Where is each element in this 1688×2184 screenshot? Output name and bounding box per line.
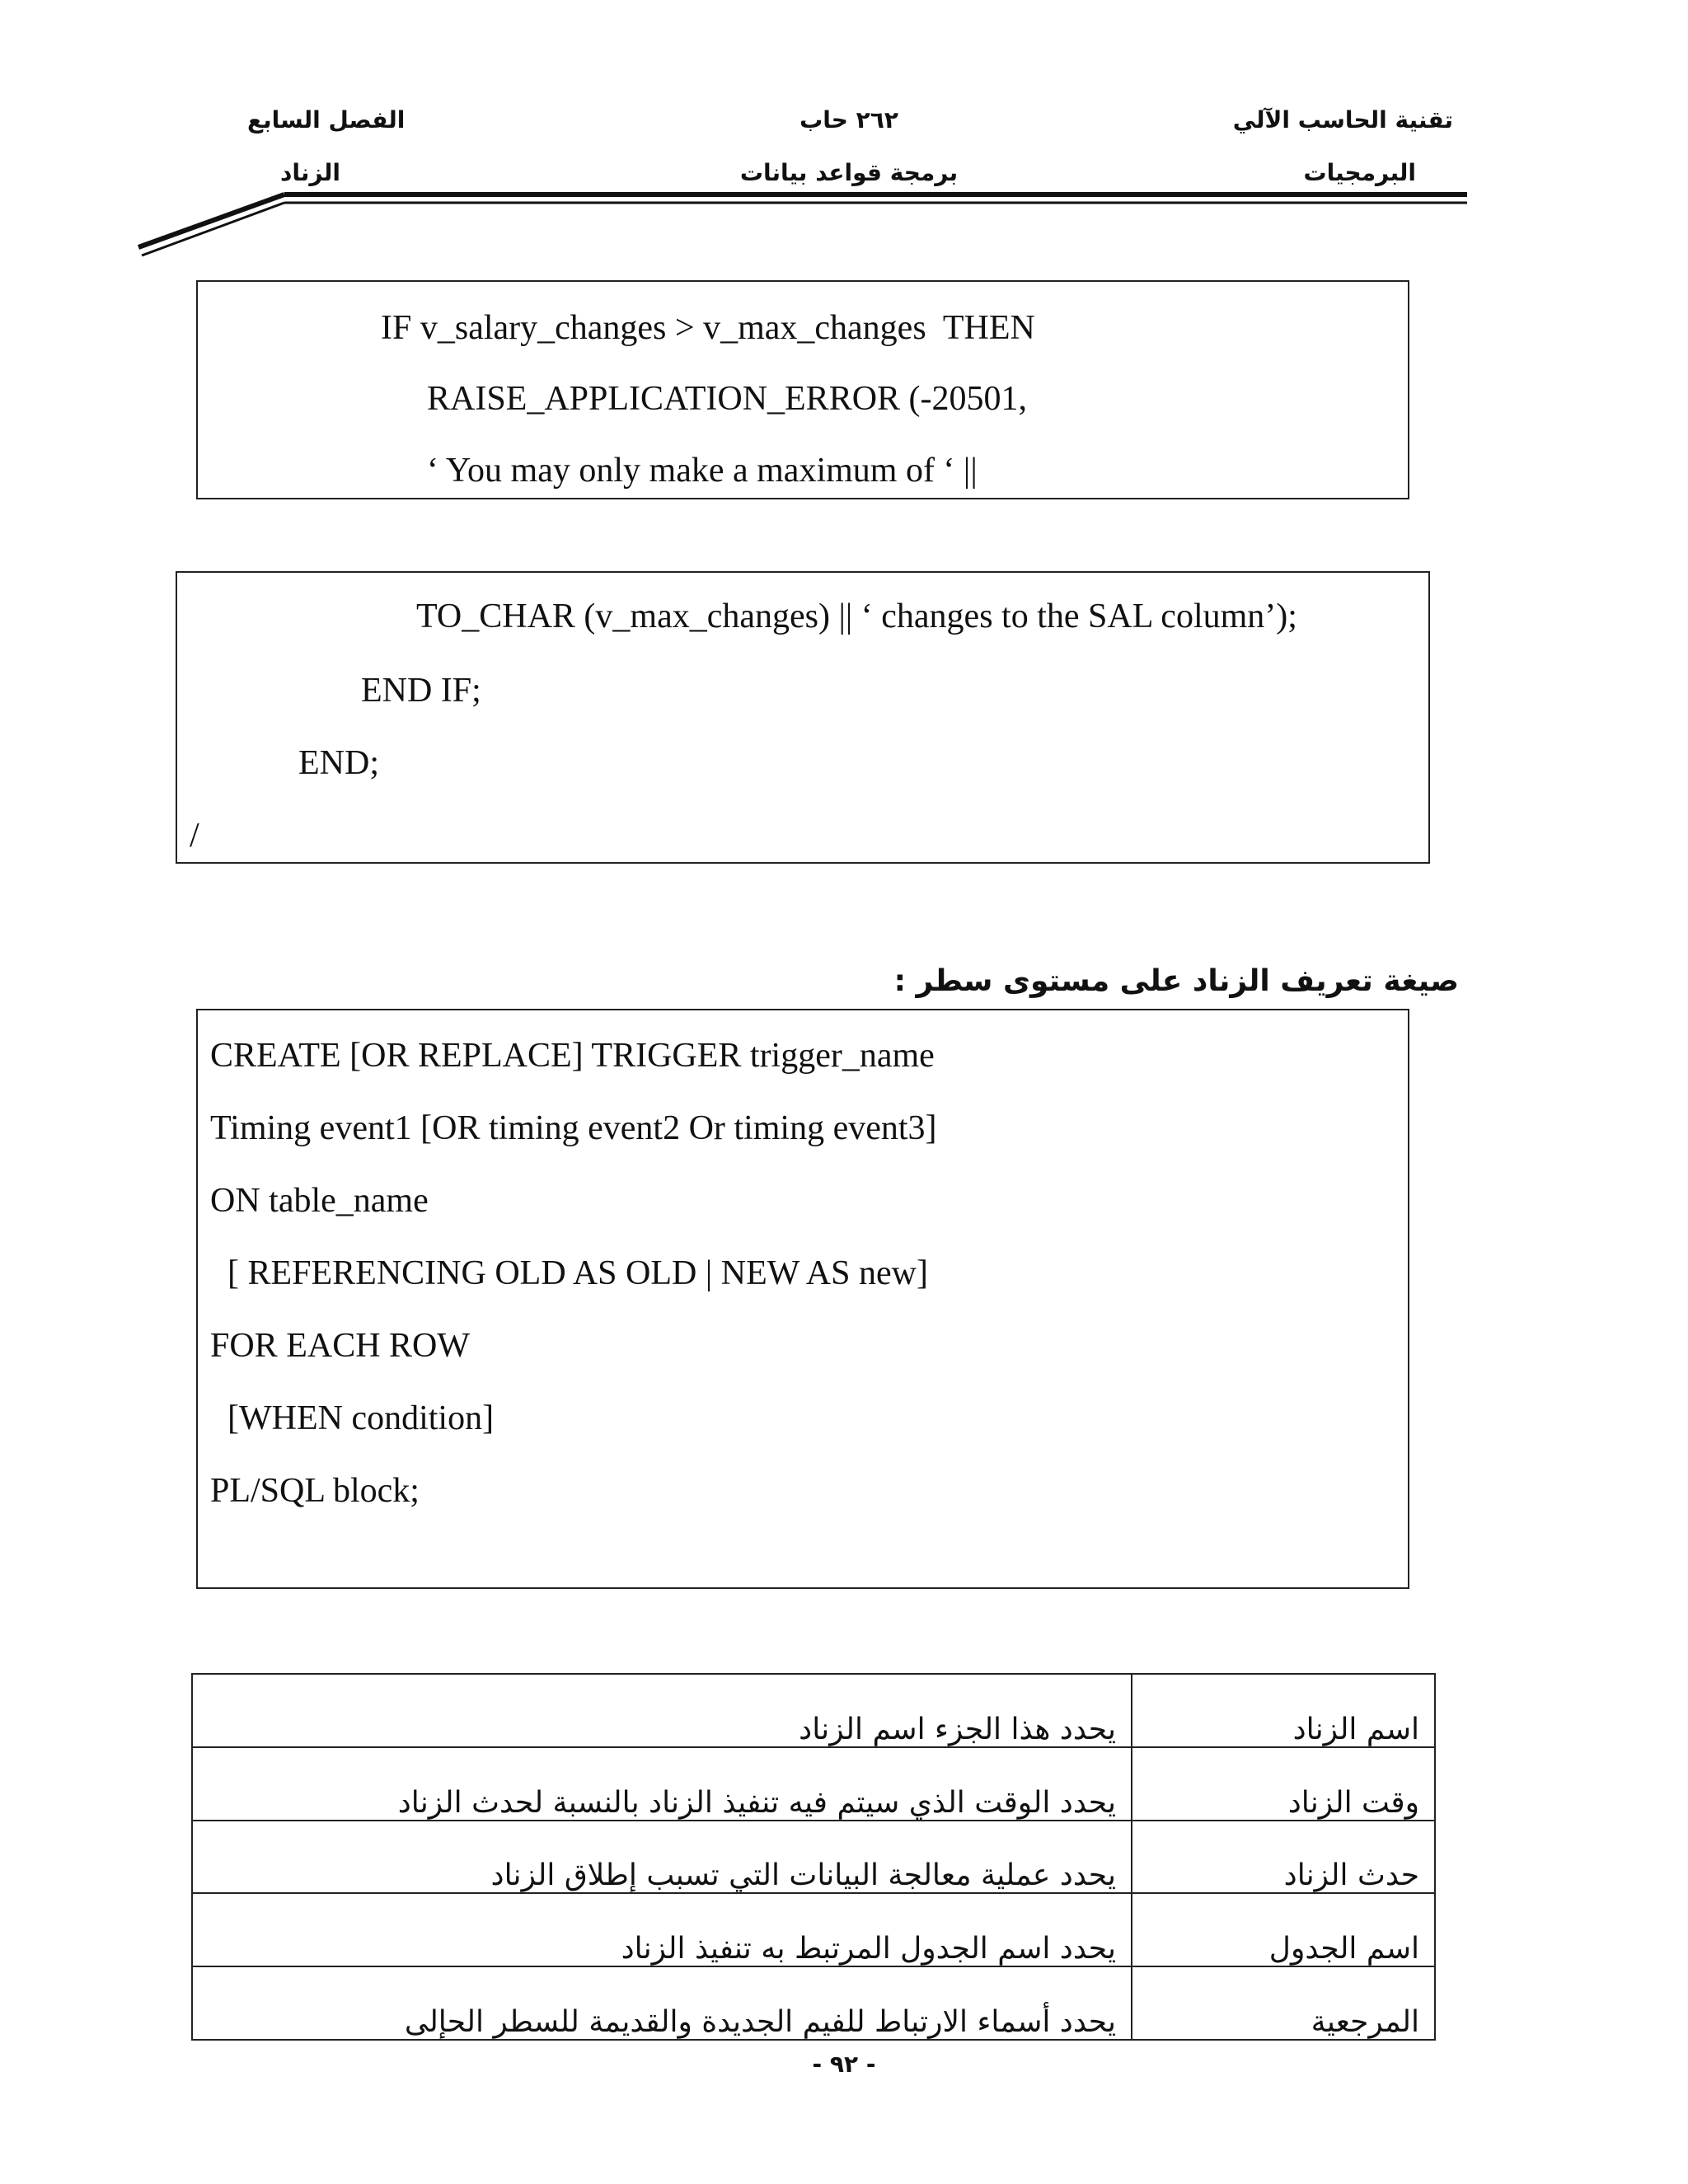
description-cell: يحدد الوقت الذي سيتم فيه تنفيذ الزناد بالنسبة لحدث الزناد <box>192 1747 1132 1821</box>
header-center-top: ٢٦٢ حاب <box>799 106 898 134</box>
table-row <box>192 1893 1435 1966</box>
code-line: / <box>190 817 199 855</box>
header-left-bottom: الزناد <box>280 159 340 186</box>
table-row <box>192 1821 1435 1894</box>
code-line: END IF; <box>361 672 481 710</box>
description-cell: يحدد أسماء الارتباط للفيم الجديدة والقديمة للسطر الحإلى <box>192 1966 1132 2040</box>
header-right-top: تقنية الحاسب الآلي <box>1232 106 1453 134</box>
table-row <box>192 1674 1435 1747</box>
code-line: TO_CHAR (v_max_changes) || ‘ changes to the SAL column’); <box>416 598 1297 635</box>
description-cell: يحدد اسم الجدول المرتبط به تنفيذ الزناد <box>192 1893 1132 1966</box>
syntax-heading: صيغة تعريف الزناد على مستوى سطر : <box>893 964 1459 998</box>
term-cell: وقت الزناد <box>1132 1747 1435 1821</box>
header-left-top: الفصل السابع <box>247 106 406 134</box>
table-row <box>192 1966 1435 2040</box>
syntax-line: PL/SQL block; <box>210 1472 420 1510</box>
definitions-table <box>191 1673 1436 2041</box>
code-line: END; <box>298 744 379 782</box>
syntax-line: ON table_name <box>210 1182 429 1220</box>
term-cell: حدث الزناد <box>1132 1821 1435 1894</box>
syntax-line: Timing event1 [OR timing event2 Or timing event3] <box>210 1109 937 1147</box>
term-cell: اسم الزناد <box>1132 1674 1435 1747</box>
page-number: - ٩٢ - <box>812 2050 876 2078</box>
header-rule <box>0 0 1688 280</box>
syntax-line: [ REFERENCING OLD AS OLD | NEW AS new] <box>210 1254 928 1292</box>
term-cell: اسم الجدول <box>1132 1893 1435 1966</box>
syntax-line: CREATE [OR REPLACE] TRIGGER trigger_name <box>210 1037 935 1075</box>
table-row <box>192 1747 1435 1821</box>
description-cell: يحدد عملية معالجة البيانات التي تسبب إطلاق الزناد <box>192 1821 1132 1894</box>
header-right-bottom: البرمجيات <box>1303 159 1416 186</box>
code-line: IF v_salary_changes > v_max_changes THEN <box>381 309 1035 347</box>
code-line: ‘ You may only make a maximum of ‘ || <box>427 452 978 490</box>
code-line: RAISE_APPLICATION_ERROR (-20501, <box>427 380 1028 418</box>
description-cell: يحدد هذا الجزء اسم الزناد <box>192 1674 1132 1747</box>
syntax-line: [WHEN condition] <box>210 1399 495 1437</box>
term-cell: المرجعية <box>1132 1966 1435 2040</box>
header-center-bottom: برمجة قواعد بيانات <box>739 159 959 186</box>
syntax-line: FOR EACH ROW <box>210 1327 471 1365</box>
